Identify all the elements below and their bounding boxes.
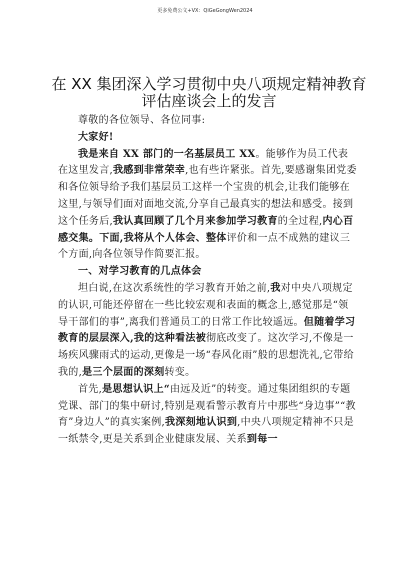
text-span: ,中央八项规定精神不只是一纸禁令,更是关系到企业健康发展、关系 bbox=[58, 417, 354, 446]
text-span: 的全过程, bbox=[277, 215, 323, 227]
watermark-text: 更多免费公文+VX：QiGeGongWen2024 bbox=[157, 8, 253, 14]
bold-span: 是思想认识上“ bbox=[102, 383, 170, 395]
paragraph-first-point bbox=[58, 382, 358, 449]
bold-span: 我认真回顾了几个月来参加学习教育 bbox=[112, 215, 278, 227]
salutation: 大家好! bbox=[78, 131, 114, 143]
bold-span: 我 bbox=[270, 282, 281, 294]
section-heading: 一、对学习教育的几点体会 bbox=[78, 266, 202, 278]
paragraph-intro bbox=[58, 147, 358, 265]
bold-span: 但随着学习教育的层层深入, bbox=[58, 316, 356, 345]
text-span: ,也有些许紧张。首先,要感谢集团党委和各位领导给予我们基层员工这样一个宝贵的机会,让我们能够在这里,与领导们面对面地交流,分享自己最真实的想法和感受。接到这个任务后, bbox=[58, 165, 357, 227]
paragraph-reflection bbox=[58, 281, 358, 382]
greeting: 尊敬的各位领导、各位同事: bbox=[78, 115, 206, 126]
text-span: 首先, bbox=[78, 383, 103, 395]
text-span: 坦白说,在这次系统性的学习教育开始之前, bbox=[78, 282, 271, 294]
bold-span: 我的这种看法被 bbox=[133, 333, 206, 345]
bold-span: 我深刻地认识到 bbox=[165, 417, 238, 429]
text-span: 由远及近”的转变。通过集团组织的专题党课、部门的集中研讨,特别是观看警示教育片中那些“身边事”“教育”身边人”的真实案例, bbox=[58, 383, 356, 429]
text-span: 转变。 bbox=[164, 366, 196, 378]
text-span: 评价和一点不成熟的建议三个方面,向各位领导作简要汇报。 bbox=[58, 232, 351, 261]
document-title: 在 XX 集团深入学习贯彻中央八项规定精神教育评估座谈会上的发言 bbox=[51, 75, 367, 110]
text-span: 彻底改变了。这次学习,不像是一场疾风骤雨式的运动,更像是一场“春风化雨”般的思想洗礼,它带给我的, bbox=[58, 333, 354, 378]
bold-span: 我感到非常荣幸 bbox=[112, 165, 186, 177]
bold-span: 到每一 bbox=[246, 434, 278, 446]
document-body bbox=[58, 113, 358, 449]
bold-span: 内心百感交集。下面,我将从个人体会、整体 bbox=[58, 215, 354, 244]
text-span: 对中央八项规定的认识,可能还停留在一些比较宏观和表面的概念上,感觉那是“领导干部们的事”,离我们普通员工的日常工作比较遥远。 bbox=[58, 282, 353, 328]
bold-span: 我是来自 XX 部门的一名基层员工 XX bbox=[78, 148, 256, 160]
text-span: 。能够作为员工代表在这里发言, bbox=[58, 148, 349, 177]
bold-span: 是三个层面的深刻 bbox=[82, 366, 165, 378]
